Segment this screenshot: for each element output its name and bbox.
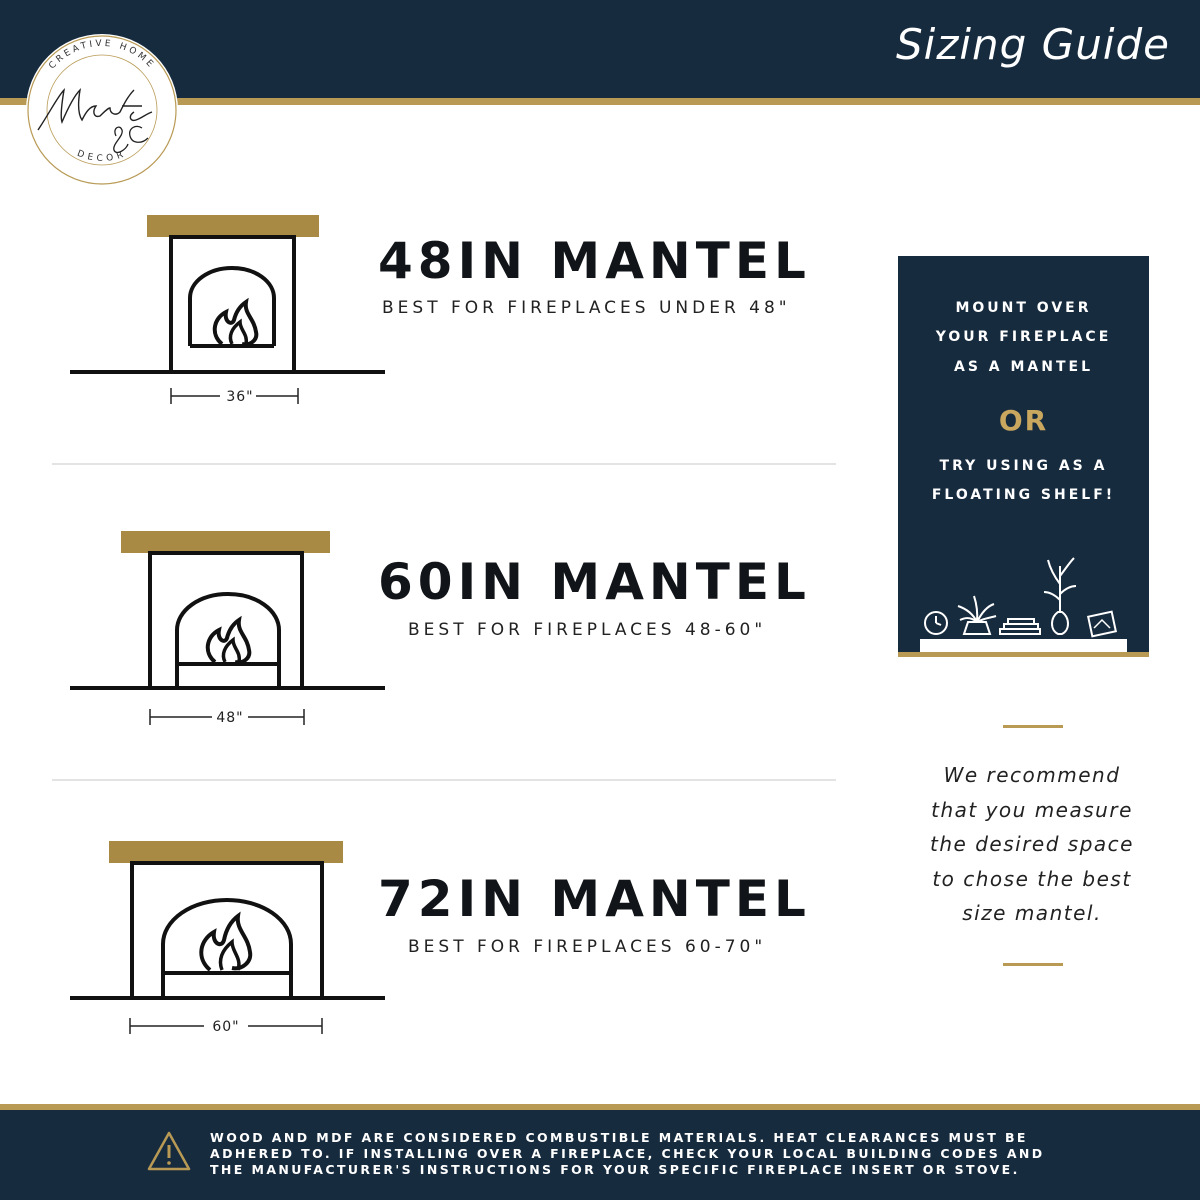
recommend-line-1: We recommend [943, 763, 1121, 787]
warning-line-2: ADHERED TO. IF INSTALLING OVER A FIREPLACE, CHECK YOUR LOCAL BUILDING CODES AND [210, 1146, 1045, 1161]
usage-panel [898, 256, 1149, 652]
panel-line-4: TRY USING AS A [939, 458, 1108, 474]
panel-gold-stripe [898, 652, 1149, 657]
recommend-line-3: the desired space [930, 832, 1134, 856]
section-divider [52, 463, 836, 465]
fireplace-60-icon [70, 531, 385, 725]
recommend-line-2: that you measure [931, 797, 1133, 822]
recommendation-text [902, 758, 1162, 931]
panel-line-3: AS A MANTEL [953, 359, 1094, 375]
recommend-line-4: to chose the best [932, 866, 1132, 891]
warning-line-1: WOOD AND MDF ARE CONSIDERED COMBUSTIBLE MATERIALS. HEAT CLEARANCES MUST BE [210, 1130, 1028, 1145]
svg-text:CREATIVE HOME: CREATIVE HOME [47, 38, 157, 72]
mantel-subtitle-48: BEST FOR FIREPLACES UNDER 48" [382, 298, 791, 318]
width-label-1: 36" [226, 389, 254, 405]
warning-footer [0, 1110, 1200, 1200]
mantel-title-60: 60IN MANTEL [378, 553, 811, 611]
gold-accent-line [1003, 963, 1063, 966]
panel-line-2: YOUR FIREPLACE [935, 329, 1112, 345]
gold-accent-line [1003, 725, 1063, 728]
warning-text [210, 1130, 1080, 1178]
mantel-subtitle-60: BEST FOR FIREPLACES 48-60" [408, 620, 767, 640]
recommend-line-5: size mantel. [962, 901, 1102, 925]
section-divider [52, 779, 836, 781]
fireplace-illustrations [0, 0, 420, 1100]
fireplace-48-icon [70, 215, 385, 404]
page-title: Sizing Guide [895, 20, 1170, 69]
mantel-title-48: 48IN MANTEL [378, 232, 811, 290]
warning-line-3: THE MANUFACTURER'S INSTRUCTIONS FOR YOUR SPECIFIC FIREPLACE INSERT OR STOVE. [210, 1162, 1020, 1177]
fireplace-72-icon [70, 841, 385, 1034]
warning-icon [146, 1130, 192, 1172]
panel-line-5: FLOATING SHELF! [931, 487, 1116, 503]
panel-or: OR [998, 404, 1049, 437]
width-label-3: 60" [212, 1019, 240, 1035]
floating-shelf-icon [898, 556, 1149, 666]
panel-line-1: MOUNT OVER [955, 300, 1092, 316]
mantel-title-72: 72IN MANTEL [378, 870, 811, 928]
svg-text:DECOR: DECOR [75, 148, 129, 164]
mantel-subtitle-72: BEST FOR FIREPLACES 60-70" [408, 937, 767, 957]
width-label-2: 48" [216, 710, 244, 726]
